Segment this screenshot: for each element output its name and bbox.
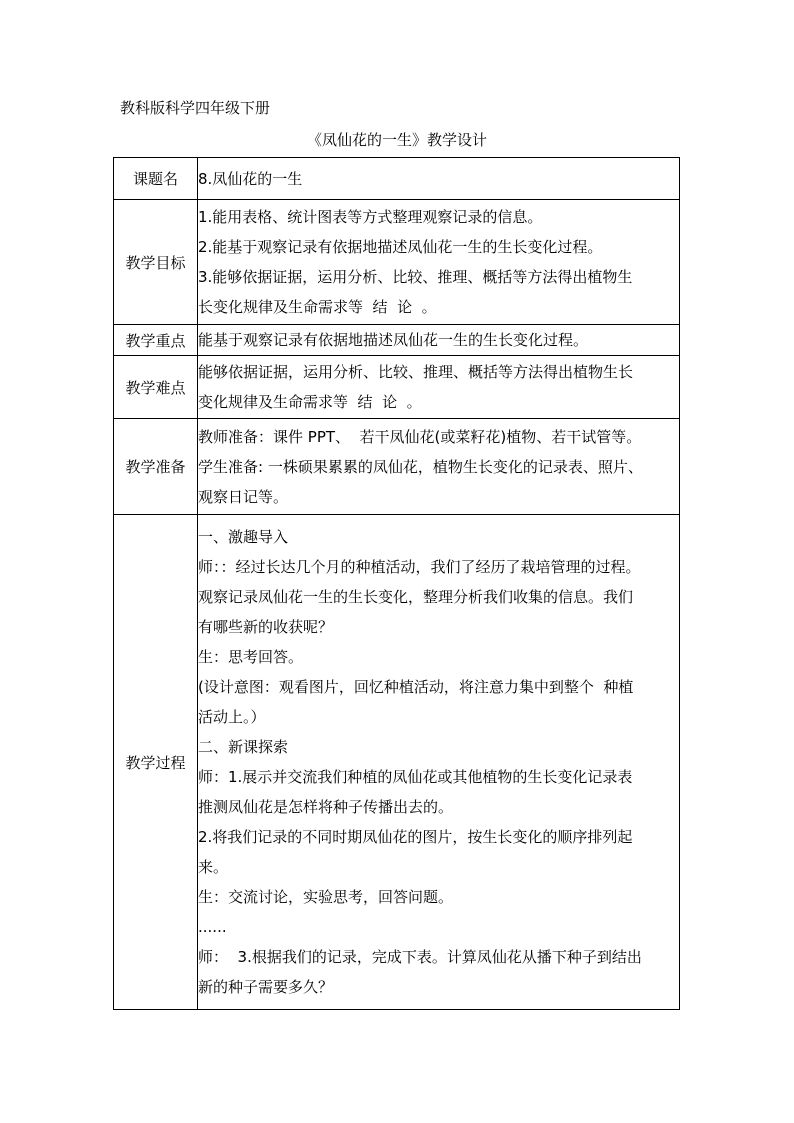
goals-line: 1.能用表格、统计图表等方式整理观察记录的信息。 xyxy=(198,208,543,226)
process-line: 师： 3.根据我们的记录，完成下表。计算凤仙花从播下种子到结出 xyxy=(198,948,642,966)
goals-line: 长变化规律及生命需求等 结 论 。 xyxy=(198,298,437,316)
process-line: ...... xyxy=(198,918,227,936)
process-line: 推测凤仙花是怎样将种子传播出去的。 xyxy=(198,798,454,816)
difficulty-line: 能够依据证据，运用分析、比较、推理、概括等方法得出植物生长 xyxy=(198,363,634,381)
topic-value: 8.凤仙花的一生 xyxy=(198,158,680,200)
process-line: 来。 xyxy=(198,858,229,876)
goals-line: 2.能基于观察记录有依据地描述凤仙花一生的生长变化过程。 xyxy=(198,238,603,256)
process-line: (设计意图：观看图片，回忆种植活动，将注意力集中到整个 种植 xyxy=(198,678,634,696)
process-line: 2.将我们记录的不同时期凤仙花的图片，按生长变化的顺序排列起 xyxy=(198,828,633,846)
prep-line: 学生准备: 一株硕果累累的凤仙花，植物生长变化的记录表、照片、 xyxy=(198,457,643,476)
table-row-difficulty xyxy=(114,356,680,419)
process-label: 教学过程 xyxy=(114,515,198,1010)
process-content xyxy=(198,515,680,1010)
prep-line: 教师准备：课件 PPT、 若干凤仙花(或菜籽花)植物、若干试管等。 xyxy=(198,427,642,446)
process-line: 二、新课探索 xyxy=(198,738,289,756)
table-row-prep xyxy=(114,419,680,515)
document-header: 教科版科学四年级下册 xyxy=(120,99,271,117)
table-row-topic xyxy=(114,158,680,200)
table-row-process xyxy=(114,515,680,1010)
document-title: 《凤仙花的一生》教学设计 xyxy=(306,131,487,149)
goals-content xyxy=(198,200,680,325)
process-line: 有哪些新的收获呢？ xyxy=(198,618,334,636)
process-line: 生：思考回答。 xyxy=(198,648,304,666)
goals-line: 3.能够依据证据，运用分析、比较、推理、概括等方法得出植物生 xyxy=(198,268,633,286)
topic-label: 课题名 xyxy=(114,158,198,200)
process-line: 师：1.展示并交流我们种植的凤仙花或其他植物的生长变化记录表 xyxy=(198,768,633,786)
difficulty-label: 教学难点 xyxy=(114,356,198,419)
prep-line: 观察日记等。 xyxy=(198,487,289,506)
table-row-goals xyxy=(114,200,680,325)
goals-label: 教学目标 xyxy=(114,200,198,325)
difficulty-content xyxy=(198,356,680,419)
process-line: 生：交流讨论，实验思考，回答问题。 xyxy=(198,888,454,906)
focus-label: 教学重点 xyxy=(114,325,198,356)
lesson-plan-table xyxy=(113,157,680,1010)
process-line: 新的种子需要多久？ xyxy=(198,978,334,996)
prep-content xyxy=(198,419,680,515)
process-line: 观察记录凤仙花一生的生长变化，整理分析我们收集的信息。我们 xyxy=(198,588,634,606)
process-line: 活动上。） xyxy=(198,708,266,726)
process-line: 师：：经过长达几个月的种植活动，我们了经历了栽培管理的过程。 xyxy=(198,558,641,576)
table-row-focus xyxy=(114,325,680,356)
difficulty-line: 变化规律及生命需求等 结 论 。 xyxy=(198,393,422,411)
prep-label: 教学准备 xyxy=(114,419,198,515)
process-line: 一、激趣导入 xyxy=(198,528,289,546)
focus-value: 能基于观察记录有依据地描述凤仙花一生的生长变化过程。 xyxy=(198,325,680,356)
